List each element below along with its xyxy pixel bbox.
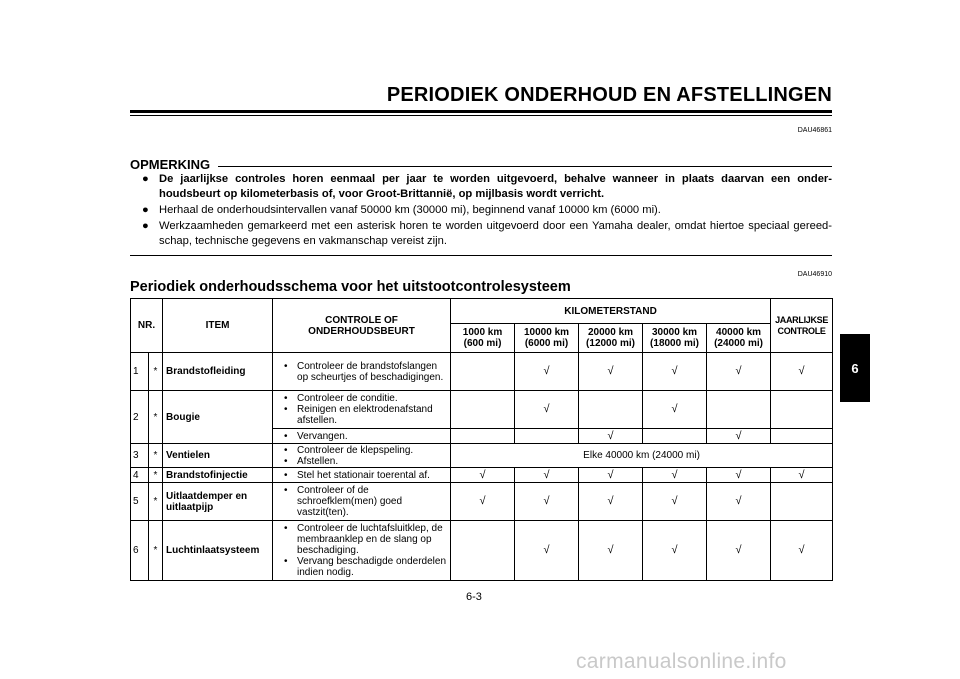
check-mark-icon: √ [707, 429, 771, 444]
row-item: Bougie [163, 391, 273, 444]
asterisk-icon: * [149, 468, 163, 483]
km-column-header: 30000 km (18000 mi) [643, 324, 707, 353]
header-nr: NR. [131, 299, 163, 353]
check-mark-icon: √ [579, 521, 643, 581]
check-cell [771, 483, 833, 521]
table-row [131, 521, 833, 581]
table-row [131, 391, 833, 429]
check-mark-icon: √ [771, 353, 833, 391]
section-title: Periodiek onderhoudsschema voor het uitstootcontrolesysteem [130, 279, 571, 295]
bullet-icon: ● [142, 204, 149, 216]
header-km: KILOMETERSTAND [451, 299, 771, 324]
check-cell [515, 429, 579, 444]
check-mark-icon: √ [771, 468, 833, 483]
note-rule [218, 166, 832, 167]
note-list [142, 172, 832, 250]
check-mark-icon: √ [643, 521, 707, 581]
check-mark-icon: √ [515, 521, 579, 581]
km-column-header: 10000 km (6000 mi) [515, 324, 579, 353]
maintenance-table [130, 298, 833, 581]
row-number: 6 [131, 521, 149, 581]
row-item: Ventielen [163, 444, 273, 468]
check-mark-icon: √ [707, 468, 771, 483]
header-annual: JAARLIJKSE CONTROLE [771, 299, 833, 353]
row-number: 4 [131, 468, 149, 483]
check-mark-icon: √ [579, 429, 643, 444]
bullet-icon: ● [142, 173, 149, 185]
row-action: • Controleer of de schroefklem(men) goed vastzit(ten). [273, 483, 451, 521]
header-check: CONTROLE OF ONDERHOUDSBEURT [273, 299, 451, 353]
note-item: ● Werkzaamheden gemarkeerd met een asterisk horen te worden uitgevoerd door een Yamaha dealer, omdat hiertoe speciaal gereed-schap, technische gegevens en vakmanschap vereist zijn. [142, 220, 832, 247]
check-cell [451, 521, 515, 581]
note-bottom-rule [130, 255, 832, 256]
check-mark-icon: √ [451, 468, 515, 483]
interval-text: Elke 40000 km (24000 mi) [451, 444, 833, 468]
row-number: 2 [131, 391, 149, 444]
row-action: • Controleer de klepspeling. • Afstellen. [273, 444, 451, 468]
km-column-header: 20000 km (12000 mi) [579, 324, 643, 353]
asterisk-icon: * [149, 353, 163, 391]
row-number: 3 [131, 444, 149, 468]
check-cell [707, 391, 771, 429]
check-mark-icon: √ [579, 468, 643, 483]
asterisk-icon: * [149, 391, 163, 444]
row-action: • Controleer de brandstofslangen op scheurtjes of beschadigingen. [273, 353, 451, 391]
table-row [131, 444, 833, 468]
check-cell [451, 353, 515, 391]
check-mark-icon: √ [579, 483, 643, 521]
check-cell [451, 391, 515, 429]
check-mark-icon: √ [515, 468, 579, 483]
check-cell [643, 429, 707, 444]
row-number: 5 [131, 483, 149, 521]
km-column-header: 40000 km (24000 mi) [707, 324, 771, 353]
check-cell [451, 429, 515, 444]
check-mark-icon: √ [707, 483, 771, 521]
check-mark-icon: √ [515, 353, 579, 391]
title-rule-thin [130, 115, 832, 116]
asterisk-icon: * [149, 521, 163, 581]
check-mark-icon: √ [707, 353, 771, 391]
page-number: 6-3 [466, 591, 482, 603]
check-mark-icon: √ [451, 483, 515, 521]
row-item: Brandstofinjectie [163, 468, 273, 483]
watermark[interactable]: carmanualsonline.info [576, 650, 787, 673]
row-action: • Vervangen. [273, 429, 451, 444]
table-row [131, 483, 833, 521]
check-mark-icon: √ [643, 353, 707, 391]
asterisk-icon: * [149, 483, 163, 521]
note-heading: OPMERKING [130, 157, 211, 172]
asterisk-icon: * [149, 444, 163, 468]
reference-code: DAU46861 [797, 127, 832, 134]
row-item: Uitlaatdemper en uitlaatpijp [163, 483, 273, 521]
km-column-header: 1000 km (600 mi) [451, 324, 515, 353]
check-mark-icon: √ [643, 468, 707, 483]
row-item: Luchtinlaatsysteem [163, 521, 273, 581]
row-action: • Stel het stationair toerental af. [273, 468, 451, 483]
chapter-tab[interactable]: 6 [840, 334, 870, 402]
row-action: • Controleer de luchtafsluitklep, de membraanklep en de slang op beschadiging. • Vervang beschadigde onderdelen indien nodig. [273, 521, 451, 581]
check-mark-icon: √ [707, 521, 771, 581]
check-mark-icon: √ [515, 483, 579, 521]
section-code: DAU46910 [797, 271, 832, 278]
check-mark-icon: √ [643, 391, 707, 429]
check-cell [579, 391, 643, 429]
check-cell [771, 391, 833, 429]
check-mark-icon: √ [771, 521, 833, 581]
check-mark-icon: √ [515, 391, 579, 429]
table-row [131, 468, 833, 483]
check-cell [771, 429, 833, 444]
row-action: • Controleer de conditie. • Reinigen en elektrodenafstand afstellen. [273, 391, 451, 429]
table-row [131, 353, 833, 391]
note-item: ● De jaarlijkse controles horen eenmaal per jaar te worden uitgevoerd, behalve wanneer in plaats daarvan een onder-houdsbeurt op kilometerbasis of, voor Groot-Brittannië, op mijlbasis wordt verricht. [142, 173, 832, 200]
check-mark-icon: √ [643, 483, 707, 521]
title-rule [130, 110, 832, 113]
bullet-icon: ● [142, 220, 149, 232]
row-number: 1 [131, 353, 149, 391]
page-title: PERIODIEK ONDERHOUD EN AFSTELLINGEN [386, 84, 832, 106]
note-item: ● Herhaal de onderhoudsintervallen vanaf 50000 km (30000 mi), beginnend vanaf 10000 km (6000 mi). [142, 204, 661, 216]
check-mark-icon: √ [579, 353, 643, 391]
header-item: ITEM [163, 299, 273, 353]
row-item: Brandstofleiding [163, 353, 273, 391]
